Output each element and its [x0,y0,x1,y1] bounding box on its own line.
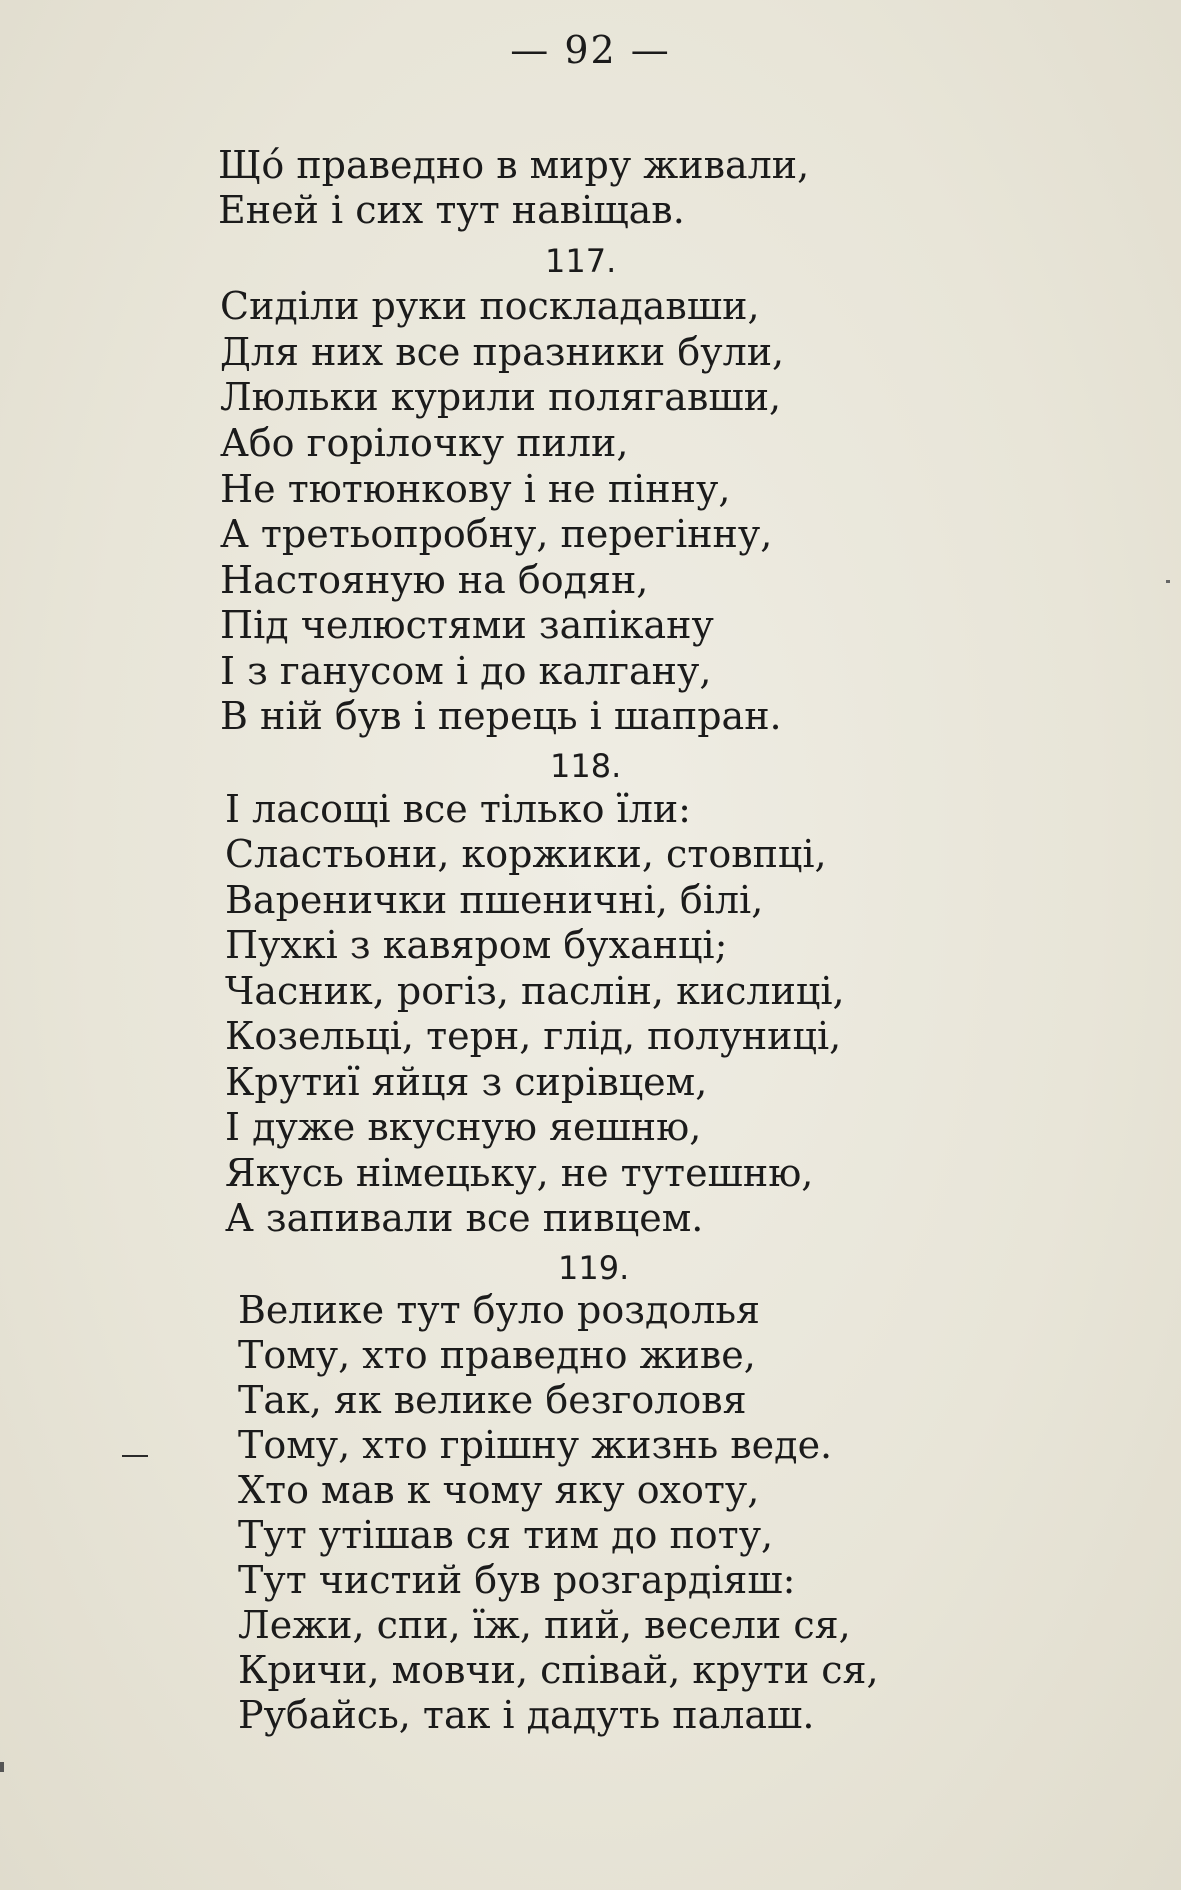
verse-line: Козельці, терн, глід, полуниці, [225,1014,842,1058]
verse-line: А запивали все пивцем. [225,1196,704,1240]
stanza-number: 117. [545,242,617,280]
verse-line: Тому, хто праведно живе, [238,1333,756,1377]
verse-line: І з ганусом і до калгану, [220,649,712,693]
verse-line: І дуже вкусную яешню, [225,1105,702,1149]
page-number: — 92 — [510,28,671,72]
verse-line: Хто мав к чому яку охоту, [238,1468,760,1512]
verse-line: Варенички пшеничні, білі, [225,878,764,922]
verse-line: Тому, хто грішну жизнь веде. [238,1423,833,1467]
print-mark [122,1455,148,1457]
verse-line: Не тютюнкову і не пінну, [220,467,731,511]
verse-line: А третьопробну, перегінну, [220,512,773,556]
verse-line: Велике тут було роздолья [238,1288,761,1332]
print-mark [0,1762,4,1772]
verse-line: Так, як велике безголовя [238,1378,747,1422]
verse-line: Крутиї яйця з сирівцем, [225,1060,708,1104]
verse-line: Сластьони, коржики, стовпці, [225,832,827,876]
verse-line: Або горілочку пили, [220,421,629,465]
verse-line: Для них все празники були, [220,330,785,374]
verse-line: Настояную на бодян, [220,558,649,602]
stanza-number: 118. [550,747,622,785]
verse-line: Кричи, мовчи, співай, крути ся, [238,1648,879,1692]
verse-line: Тут чистий був розгардіяш: [238,1558,796,1602]
verse-line: Тут утішав ся тим до поту, [238,1513,774,1557]
verse-line: Еней і сих тут навіщав. [218,188,685,232]
verse-line: Рубайсь, так і дадуть палаш. [238,1693,815,1737]
verse-line: Пухкі з кавяром буханці; [225,923,728,967]
verse-line: Якусь німецьку, не тутешню, [225,1151,814,1195]
stanza-number: 119. [558,1249,630,1287]
verse-line: І ласощі все тілько їли: [225,787,691,831]
verse-line: В ній був і перець і шапран. [220,694,782,738]
verse-line: Часник, рогіз, паслін, кислиці, [225,969,845,1013]
verse-line: Лежи, спи, їж, пий, весели ся, [238,1603,851,1647]
verse-line: Люльки курили полягавши, [220,375,782,419]
print-mark [1166,580,1170,583]
verse-line: Щó праведно в миру живали, [218,143,810,187]
verse-line: Сиділи руки поскладавши, [220,284,760,328]
verse-line: Під челюстями запікану [220,603,714,647]
